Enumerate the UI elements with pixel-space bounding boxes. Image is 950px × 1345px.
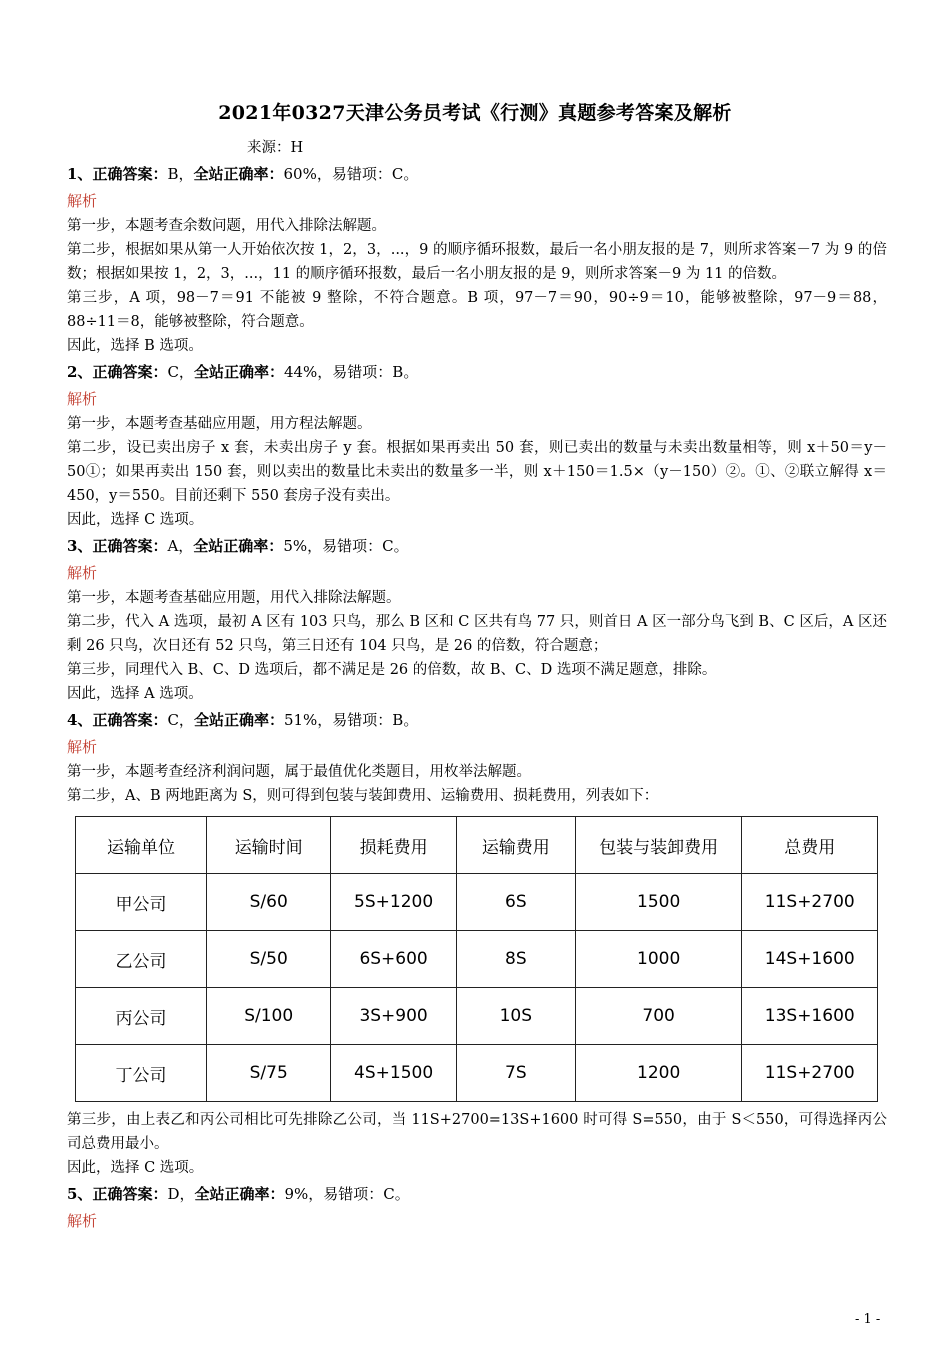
rate-label: 全站正确率： — [193, 537, 284, 555]
table-row — [76, 988, 878, 1045]
answer-label: 正确答案： — [92, 711, 168, 729]
analysis-paragraph: 第二步，根据如果从第一人开始依次按 1，2，3，...，9 的顺序循环报数，最后一名小朋友报的是 7，则所求答案－7 为 9 的倍数；根据如果按 1，2，3，...，11 的顺序循环报数，最后一名小朋友报的是 9，则所求答案－9 为 11 的倍数。 — [67, 242, 887, 282]
answer-value: B， — [167, 165, 194, 183]
table-cell: 乙公司 — [76, 931, 207, 988]
answer-line — [67, 1182, 887, 1206]
analysis-paragraph: 第二步，设已卖出房子 x 套，未卖出房子 y 套。根据如果再卖出 50 套，则已卖出的数量与未卖出数量相等，则 x＋50＝y－50①；如果再卖出 150 套，则以卖出的数量比未卖出的数量多一半，则 x＋150＝1.5×（y－150）②。①、②联立解得 x＝450，y＝550。目前还剩下 550 套房子没有卖出。 — [67, 440, 887, 504]
answer-value: C， — [167, 363, 194, 381]
analysis-paragraph: 第二步，代入 A 选项，最初 A 区有 103 只鸟，那么 B 区和 C 区共有鸟 77 只，则首日 A 区一部分鸟飞到 B、C 区后，A 区还剩 26 只鸟，次日还有 52 只鸟，第三日还有 104 只鸟，是 26 的倍数，符合题意； — [67, 614, 887, 654]
answer-value: D， — [167, 1185, 195, 1203]
question-block — [67, 534, 887, 706]
answer-label: 正确答案： — [92, 165, 168, 183]
analysis-paragraph: 第三步，A 项，98－7＝91 不能被 9 整除，不符合题意。B 项，97－7＝90，90÷9＝10，能够被整除，97－9＝88，88÷11＝8，能够被整除，符合题意。 — [67, 290, 887, 330]
rate-label: 全站正确率： — [193, 165, 284, 183]
table-cell: 8S — [456, 931, 575, 988]
analysis-paragraph: 第一步，本题考查经济利润问题，属于最值优化类题目，用枚举法解题。 — [67, 764, 531, 780]
table-cell: 1200 — [575, 1045, 742, 1102]
table-cell: S/60 — [207, 874, 331, 931]
answer-value: A， — [167, 537, 194, 555]
table-cell: 甲公司 — [76, 874, 207, 931]
rate-value: 9%，易错项：C。 — [284, 1185, 410, 1203]
table-cell: 丙公司 — [76, 988, 207, 1045]
table-cell: 700 — [575, 988, 742, 1045]
table-header-cell: 总费用 — [742, 817, 878, 874]
table-cell: S/50 — [207, 931, 331, 988]
question-block — [67, 1182, 887, 1234]
answer-label: 正确答案： — [92, 363, 168, 381]
answer-line — [67, 162, 887, 186]
question-number: 5、 — [67, 1185, 93, 1203]
table-cell: 6S — [456, 874, 575, 931]
table-cell: 11S+2700 — [742, 1045, 878, 1102]
analysis-paragraph: 第一步，本题考查基础应用题，用方程法解题。 — [67, 416, 372, 432]
answer-line — [67, 708, 887, 732]
answer-line — [67, 534, 887, 558]
table-cell: 6S+600 — [331, 931, 456, 988]
question-number: 4、 — [67, 711, 93, 729]
analysis-label: 解析 — [67, 564, 98, 582]
table-cell: 丁公司 — [76, 1045, 207, 1102]
answer-line — [67, 360, 887, 384]
question-block — [67, 360, 887, 532]
table-header-cell: 运输时间 — [207, 817, 331, 874]
analysis-paragraph: 因此，选择 B 选项。 — [67, 338, 203, 354]
analysis-paragraph: 第二步，A、B 两地距离为 S，则可得到包装与装卸费用、运输费用、损耗费用，列表如下： — [67, 788, 659, 804]
table-cell: 11S+2700 — [742, 874, 878, 931]
analysis-paragraph: 第一步，本题考查余数问题，用代入排除法解题。 — [67, 218, 386, 234]
question-number: 3、 — [67, 537, 93, 555]
table-cell: S/75 — [207, 1045, 331, 1102]
table-row — [76, 931, 878, 988]
page-number: - 1 - — [855, 1312, 881, 1327]
answer-label: 正确答案： — [92, 1185, 168, 1203]
document-body — [67, 160, 887, 1234]
table-cell: 7S — [456, 1045, 575, 1102]
table-header-row — [76, 817, 878, 874]
analysis-paragraph: 因此，选择 C 选项。 — [67, 512, 204, 528]
analysis-label: 解析 — [67, 1212, 98, 1230]
table-cell: 1000 — [575, 931, 742, 988]
rate-label: 全站正确率： — [194, 1185, 285, 1203]
document-title: 2021年0327天津公务员考试《行测》真题参考答案及解析 — [218, 102, 732, 124]
table-row — [76, 1045, 878, 1102]
analysis-label: 解析 — [67, 390, 98, 408]
table-header-cell: 运输费用 — [456, 817, 575, 874]
analysis-paragraph: 因此，选择 A 选项。 — [67, 686, 203, 702]
answer-label: 正确答案： — [92, 537, 168, 555]
table-cell: 10S — [456, 988, 575, 1045]
table-header-cell: 损耗费用 — [331, 817, 456, 874]
fee-table — [75, 816, 878, 1102]
rate-value: 44%，易错项：B。 — [283, 363, 419, 381]
rate-label: 全站正确率： — [193, 711, 284, 729]
answer-value: C， — [167, 711, 194, 729]
rate-value: 51%，易错项：B。 — [283, 711, 419, 729]
question-number: 2、 — [67, 363, 93, 381]
question-block — [67, 162, 887, 358]
question-block — [67, 708, 887, 1180]
table-cell: 5S+1200 — [331, 874, 456, 931]
table-cell: 13S+1600 — [742, 988, 878, 1045]
table-cell: 4S+1500 — [331, 1045, 456, 1102]
source-line: 来源：H — [247, 140, 304, 156]
analysis-label: 解析 — [67, 192, 98, 210]
table-cell: 14S+1600 — [742, 931, 878, 988]
rate-value: 60%，易错项：C。 — [283, 165, 419, 183]
rate-value: 5%，易错项：C。 — [283, 537, 409, 555]
analysis-paragraph: 第三步，同理代入 B、C、D 选项后，都不满足是 26 的倍数，故 B、C、D 选项不满足题意，排除。 — [67, 662, 717, 678]
analysis-paragraph: 第一步，本题考查基础应用题，用代入排除法解题。 — [67, 590, 401, 606]
analysis-label: 解析 — [67, 738, 98, 756]
table-cell: S/100 — [207, 988, 331, 1045]
question-number: 1、 — [67, 165, 93, 183]
table-cell: 1500 — [575, 874, 742, 931]
analysis-paragraph: 因此，选择 C 选项。 — [67, 1160, 204, 1176]
table-header-cell: 运输单位 — [76, 817, 207, 874]
table-header-cell: 包装与装卸费用 — [575, 817, 742, 874]
table-row — [76, 874, 878, 931]
analysis-paragraph: 第三步，由上表乙和丙公司相比可先排除乙公司，当 11S+2700=13S+1600 时可得 S=550，由于 S＜550，可得选择丙公司总费用最小。 — [67, 1112, 887, 1152]
rate-label: 全站正确率： — [193, 363, 284, 381]
table-cell: 3S+900 — [331, 988, 456, 1045]
